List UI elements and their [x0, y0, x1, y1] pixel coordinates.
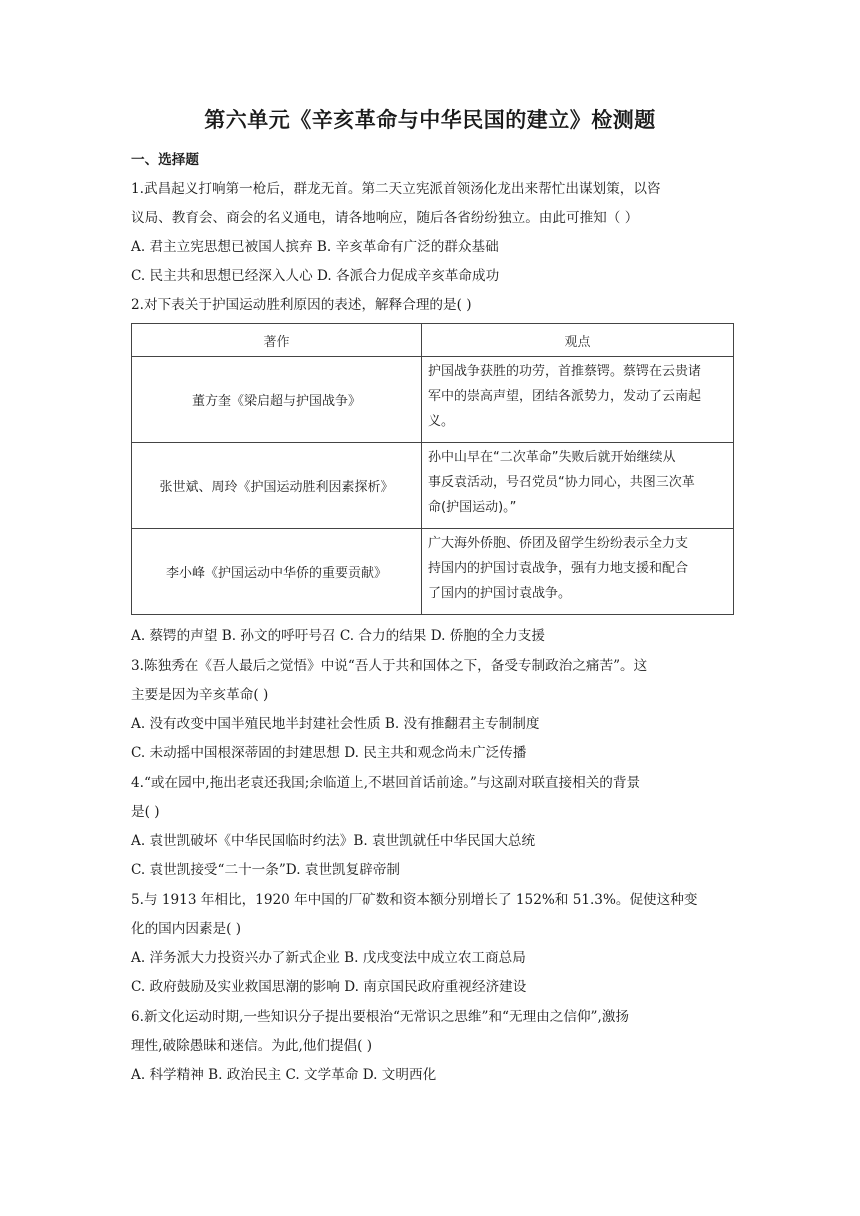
question-1-options-1: A. 君主立宪思想已被国人摈弃 B. 辛亥革命有广泛的群众基础	[131, 239, 499, 255]
table-row	[132, 529, 734, 615]
table-cell-view	[422, 357, 734, 443]
viewpoints-table	[131, 323, 734, 615]
question-4-options-1: A. 袁世凯破坏《中华民国临时约法》B. 袁世凯就任中华民国大总统	[131, 833, 536, 849]
view-line: 护国战争获胜的功劳，首推蔡锷。蔡锷在云贵诸	[428, 364, 702, 379]
document-title: 第六单元《辛亥革命与中华民国的建立》检测题	[204, 108, 656, 132]
question-5-line-2: 化的国内因素是( )	[131, 921, 242, 937]
table-row	[132, 357, 734, 443]
view-line: 孙中山早在“二次革命”失败后就开始继续从	[428, 450, 676, 465]
question-6-line-2: 理性,破除愚昧和迷信。为此,他们提倡( )	[131, 1038, 373, 1054]
question-3-options-1: A. 没有改变中国半殖民地半封建社会性质 B. 没有推翻君主专制制度	[131, 716, 540, 732]
question-4-options-2: C. 袁世凯接受“二十一条”D. 袁世凯复辟帝制	[131, 862, 401, 878]
question-3-options-2: C. 未动摇中国根深蒂固的封建思想 D. 民主共和观念尚未广泛传播	[131, 745, 527, 761]
view-line: 军中的崇高声望，团结各派势力，发动了云南起	[428, 389, 702, 404]
table-header-work: 著作	[132, 324, 422, 357]
table-header-view: 观点	[422, 324, 734, 357]
question-5-options-2: C. 政府鼓励及实业救国思潮的影响 D. 南京国民政府重视经济建设	[131, 979, 527, 995]
question-3-line-2: 主要是因为辛亥革命( )	[131, 687, 269, 703]
view-line: 持国内的护国讨袁战争，强有力地支援和配合	[428, 561, 689, 576]
question-5-options-1: A. 洋务派大力投资兴办了新式企业 B. 戊戌变法中成立农工商总局	[131, 950, 526, 966]
view-line: 了国内的护国讨袁战争。	[428, 586, 572, 601]
table-cell-view	[422, 529, 734, 615]
question-3-line-1: 3.陈独秀在《吾人最后之觉悟》中说“吾人于共和国体之下，备受专制政治之痛苦”。这	[131, 658, 648, 674]
question-4-line-1: 4.“或在园中,拖出老袁还我国;余临道上,不堪回首话前途。”与这副对联直接相关的背景	[131, 775, 641, 791]
question-6-line-1: 6.新文化运动时期,一些知识分子提出要根治“无常识之思维”和“无理由之信仰”,激扬	[131, 1009, 630, 1025]
view-line: 命(护国运动)。”	[428, 500, 517, 515]
table-cell-work: 张世斌、周玲《护国运动胜利因素探析》	[132, 443, 422, 529]
section-heading: 一、选择题	[131, 152, 199, 168]
table-header-row	[132, 324, 734, 357]
question-5-line-1: 5.与 1913 年相比，1920 年中国的厂矿数和资本额分别增长了 152%和 51.3%。促使这种变	[131, 892, 698, 908]
question-2-line-1: 2.对下表关于护国运动胜利原因的表述，解释合理的是( )	[131, 297, 472, 313]
table-row	[132, 443, 734, 529]
question-1-options-2: C. 民主共和思想已经深入人心 D. 各派合力促成辛亥革命成功	[131, 268, 500, 284]
view-line: 广大海外侨胞、侨团及留学生纷纷表示全力支	[428, 536, 689, 551]
question-4-line-2: 是( )	[131, 804, 160, 820]
table-cell-view	[422, 443, 734, 529]
question-6-options-1: A. 科学精神 B. 政治民主 C. 文学革命 D. 文明西化	[131, 1067, 437, 1083]
question-1-line-1: 1.武昌起义打响第一枪后，群龙无首。第二天立宪派首领汤化龙出来帮忙出谋划策，以咨	[131, 181, 661, 197]
table-cell-work: 董方奎《梁启超与护国战争》	[132, 357, 422, 443]
table-cell-work: 李小峰《护国运动中华侨的重要贡献》	[132, 529, 422, 615]
question-1-line-2: 议局、教育会、商会的名义通电，请各地响应，随后各省纷纷独立。由此可推知（ ）	[131, 210, 639, 226]
question-2-options-1: A. 蔡锷的声望 B. 孙文的呼吁号召 C. 合力的结果 D. 侨胞的全力支援	[131, 628, 545, 644]
view-line: 义。	[428, 414, 455, 429]
view-line: 事反袁活动，号召党员“协力同心，共图三次革	[428, 475, 695, 490]
